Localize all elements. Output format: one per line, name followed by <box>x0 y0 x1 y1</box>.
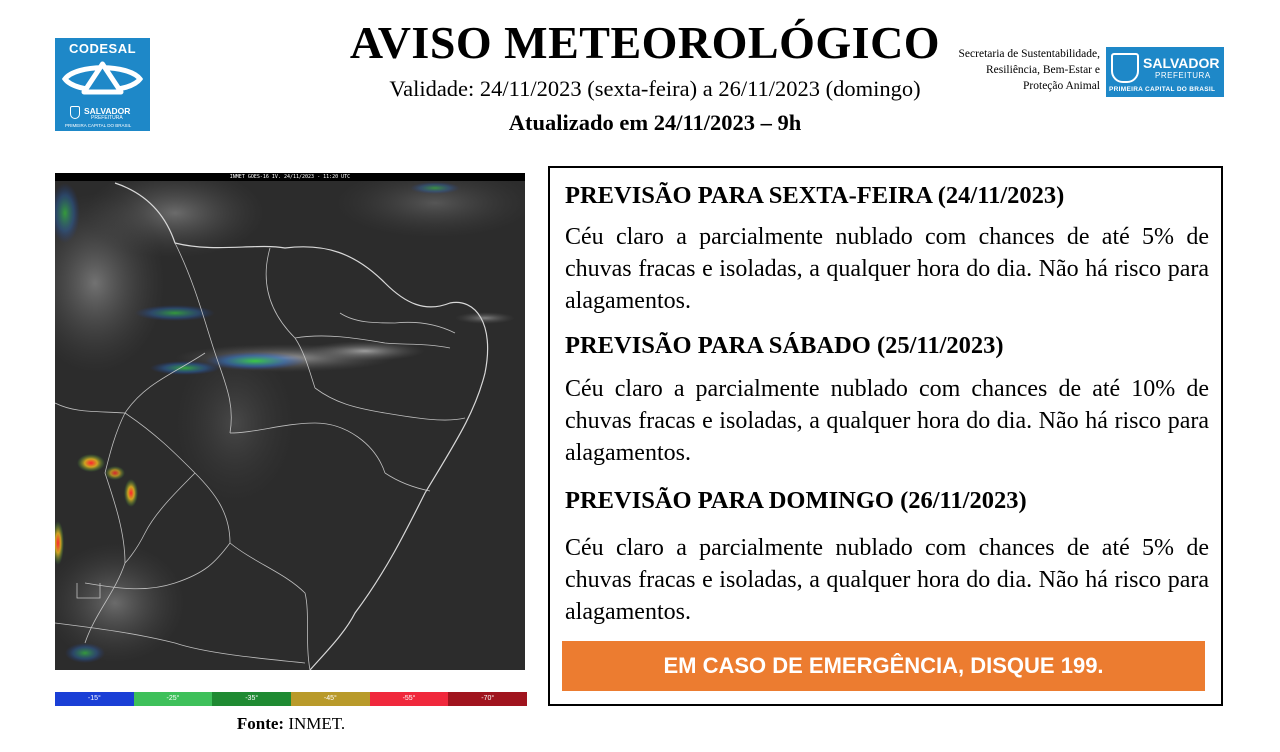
scale-segment: -15° <box>55 692 134 706</box>
codesal-logo-sub3: PRIMEIRA CAPITAL DO BRASIL <box>65 123 132 128</box>
forecast-box <box>548 166 1223 706</box>
secretaria-line: Proteção Animal <box>1023 80 1100 92</box>
source-label: Fonte: <box>236 714 285 733</box>
source-caption <box>0 714 582 734</box>
satellite-caption: INMET GOES-16 IV. 24/11/2023 - 11:20 UTC <box>55 173 525 181</box>
forecast-title-friday: PREVISÃO PARA SEXTA-FEIRA (24/11/2023) <box>565 182 1065 209</box>
salvador-shield-icon <box>1111 53 1139 83</box>
emergency-banner: EM CASO DE EMERGÊNCIA, DISQUE 199. <box>562 641 1205 691</box>
forecast-text-saturday: Céu claro a parcialmente nublado com chances de até 10% de chuvas fracas e isoladas, a qualquer hora do dia. Não há risco para alagamentos. <box>565 376 1209 466</box>
forecast-title-saturday: PREVISÃO PARA SÁBADO (25/11/2023) <box>565 332 1004 359</box>
satellite-image <box>55 173 525 670</box>
validity-text: Validade: 24/11/2023 (sexta-feira) a 26/11/2023 (domingo) <box>389 76 921 101</box>
scale-segment: -45° <box>291 692 370 706</box>
forecast-text-sunday: Céu claro a parcialmente nublado com chances de até 5% de chuvas fracas e isoladas, a qualquer hora do dia. Não há risco para alagamentos. <box>565 535 1209 625</box>
forecast-title-sunday: PREVISÃO PARA DOMINGO (26/11/2023) <box>565 487 1027 514</box>
secretaria-text <box>925 46 1100 94</box>
scale-segment: -55° <box>370 692 449 706</box>
salvador-logo-pref: PREFEITURA <box>1155 71 1211 80</box>
salvador-logo-capital: PRIMEIRA CAPITAL DO BRASIL <box>1109 86 1216 93</box>
codesal-logo-text: CODESAL <box>68 41 137 56</box>
scale-segment: -25° <box>134 692 213 706</box>
scale-segment: -70° <box>448 692 527 706</box>
page-title: AVISO METEOROLÓGICO <box>349 17 941 68</box>
salvador-logo-name: SALVADOR <box>1143 55 1220 71</box>
salvador-logo <box>1106 47 1224 97</box>
updated-text: Atualizado em 24/11/2023 – 9h <box>508 110 802 135</box>
source-value: INMET. <box>288 714 346 733</box>
temperature-scale <box>55 692 527 706</box>
codesal-logo-sub2: PREFEITURA <box>91 115 123 121</box>
codesal-logo-sub: SALVADOR <box>84 106 131 116</box>
secretaria-line: Resiliência, Bem-Estar e <box>985 64 1100 76</box>
scale-segment: -35° <box>212 692 291 706</box>
secretaria-line: Secretaria de Sustentabilidade, <box>958 48 1100 60</box>
satellite-map-graphic <box>55 173 525 670</box>
forecast-text-friday: Céu claro a parcialmente nublado com chances de até 5% de chuvas fracas e isoladas, a qualquer hora do dia. Não há risco para alagamentos. <box>565 224 1209 314</box>
